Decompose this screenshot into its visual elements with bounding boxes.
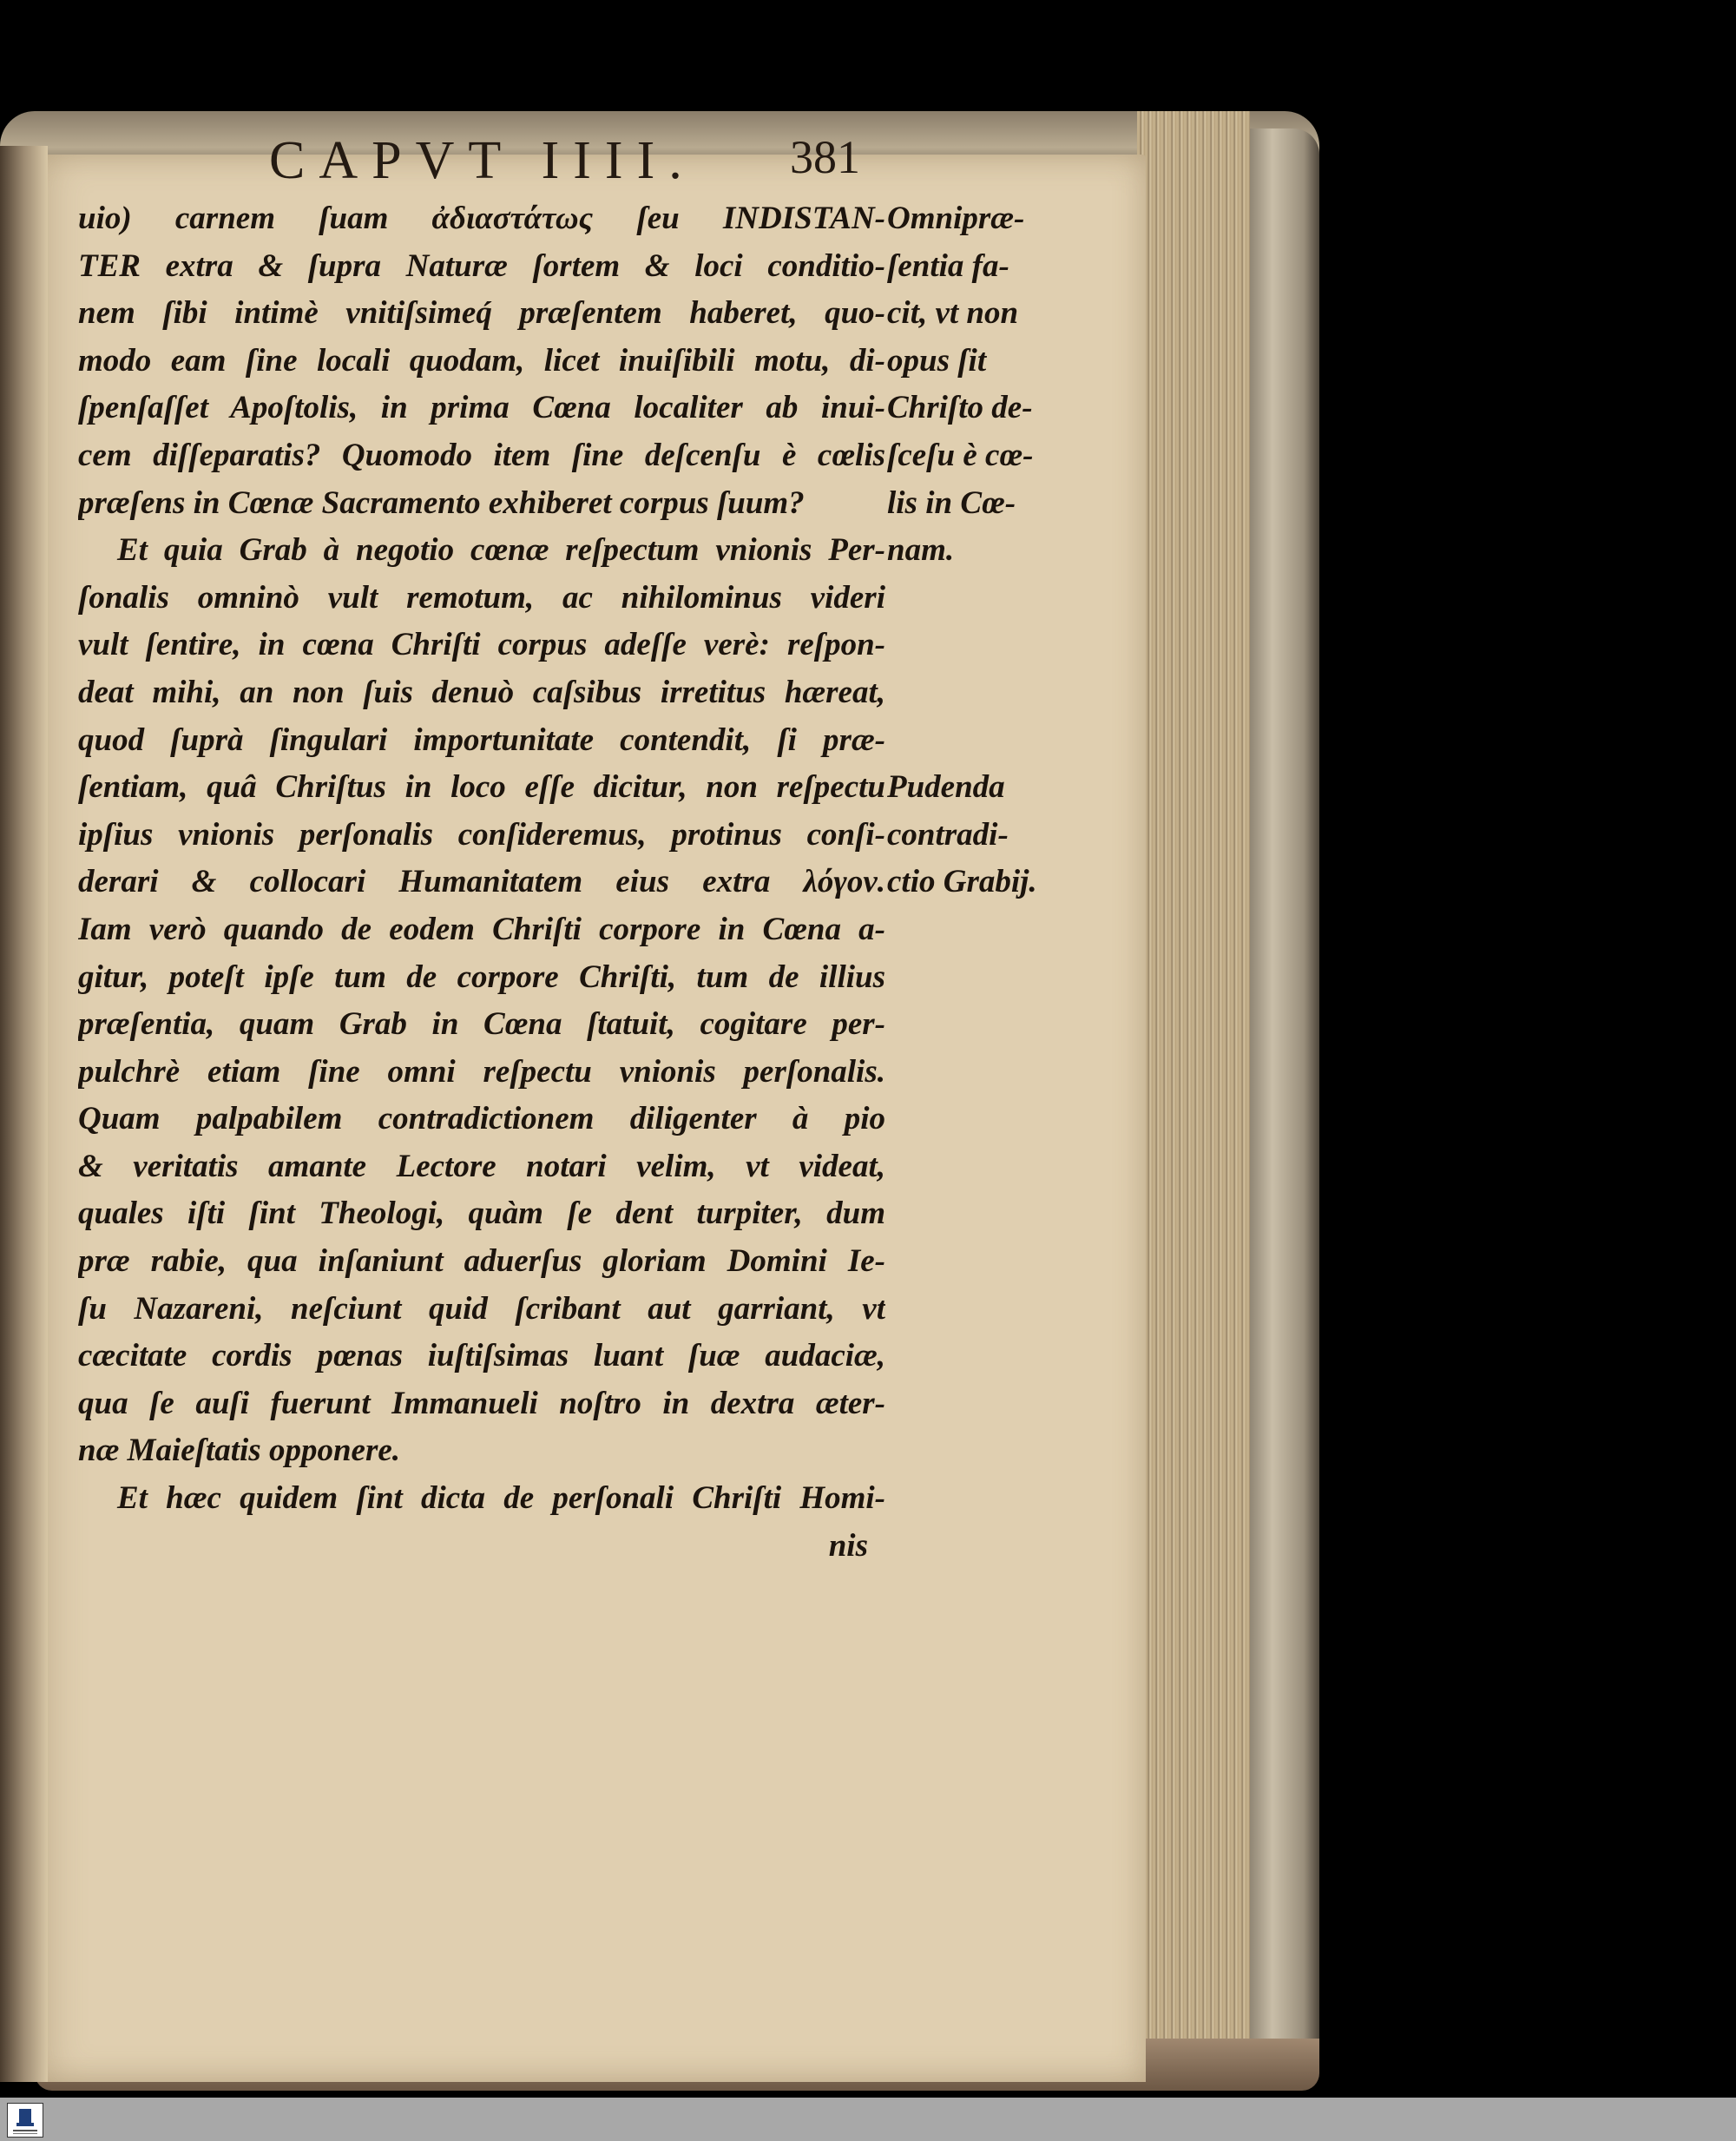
margin-note (887, 195, 1069, 575)
main-text-block (78, 195, 885, 1570)
margin-note-line: nam. (887, 532, 955, 569)
book-cover-edge (1241, 128, 1319, 2082)
text-line: præ rabie, qua inſaniunt aduerſus gloriam Domini Ie- (78, 1243, 885, 1280)
text-line: TER extra & ſupra Naturæ ſortem & loci conditio- (78, 247, 885, 284)
margin-note (887, 764, 1069, 906)
margin-note-line: Pudenda (887, 769, 1005, 805)
text-line: ſpenſaſſet Apoſtolis, in prima Cœna localiter ab inui- (78, 390, 885, 426)
margin-note-line: contradi- (887, 816, 1009, 853)
text-line: Iam verò quando de eodem Chriſti corpore in Cœna a- (78, 911, 885, 947)
text-line: næ Maieſtatis opponere. (78, 1433, 401, 1469)
text-line: ipſius vnionis perſonalis conſideremus, protinus conſi- (78, 816, 885, 853)
text-line: qua ſe auſi fuerunt Immanueli noſtro in dextra æter- (78, 1385, 885, 1421)
text-line: præſens in Cœnæ Sacramento exhiberet corpus ſuum? (78, 484, 805, 521)
margin-note-line: cit, vt non (887, 295, 1019, 332)
text-line: quales iſti ſint Theologi, quàm ſe dent turpiter, dum (78, 1196, 885, 1232)
text-line: Quam palpabilem contradictionem diligenter à pio (78, 1101, 885, 1137)
text-line: modo eam ſine locali quodam, licet inuiſibili motu, di- (78, 342, 885, 379)
page-fore-edge (1137, 111, 1250, 2082)
viewer-footer-bar (0, 2098, 1736, 2141)
text-line: Et quia Grab à negotio cœnæ reſpectum vnionis Per- (117, 532, 885, 569)
margin-note-line: ctio Grabij. (887, 864, 1037, 900)
margin-note-line: lis in Cœ- (887, 484, 1016, 521)
text-line: ſonalis omninò vult remotum, ac nihilominus videri (78, 579, 885, 616)
margin-note-line: Chriſto de- (887, 390, 1033, 426)
page-header (269, 130, 877, 191)
text-line: cæcitate cordis pœnas iuſtiſsimas luant ſuæ audaciæ, (78, 1338, 885, 1374)
text-line: nem ſibi intimè vnitiſsimeq́ præſentem haberet, quo- (78, 295, 885, 332)
running-head: CAPVT IIII. (269, 131, 696, 190)
text-line: Et hæc quidem ſint dicta de perſonali Chriſti Homi- (117, 1480, 885, 1517)
text-line: uio) carnem ſuam ἀδιαστάτως ſeu INDISTAN- (78, 201, 885, 236)
margin-note-line: ſentia fa- (887, 247, 1009, 284)
text-line: ſentiam, quâ Chriſtus in loco eſſe dicitur, non reſpectu (78, 769, 885, 806)
text-line: vult ſentire, in cœna Chriſti corpus adeſſe verè: reſpon- (78, 627, 885, 663)
text-line: quod ſuprà ſingulari importunitate contendit, ſi præ- (78, 721, 885, 758)
text-line: cem diſſeparatis? Quomodo item ſine deſcenſu è cœlis (78, 437, 885, 473)
margin-note-line: ſceſu è cœ- (887, 437, 1034, 473)
text-line: & veritatis amante Lectore notari velim, vt videat, (78, 1148, 885, 1184)
text-line: pulchrè etiam ſine omni reſpectu vnionis perſonalis. (78, 1053, 885, 1090)
text-line: derari & collocari Humanitatem eius extra λόγον. (78, 864, 885, 900)
left-page-gutter (0, 146, 48, 2082)
catchword: nis (828, 1527, 868, 1564)
page-number: 381 (790, 131, 860, 183)
text-line: gitur, poteſt ipſe tum de corpore Chriſti, tum de illius (78, 959, 885, 995)
margin-note-line: Omnipræ- (887, 201, 1025, 236)
library-logo-icon (7, 2103, 43, 2138)
text-line: deat mihi, an non ſuis denuò caſsibus irretitus hæreat, (78, 674, 885, 710)
text-line: ſu Nazareni, neſciunt quid ſcribant aut garriant, vt (78, 1290, 885, 1327)
margin-note-line: opus ſit (887, 342, 987, 379)
text-line: præſentia, quam Grab in Cœna ſtatuit, cogitare per- (78, 1006, 885, 1043)
